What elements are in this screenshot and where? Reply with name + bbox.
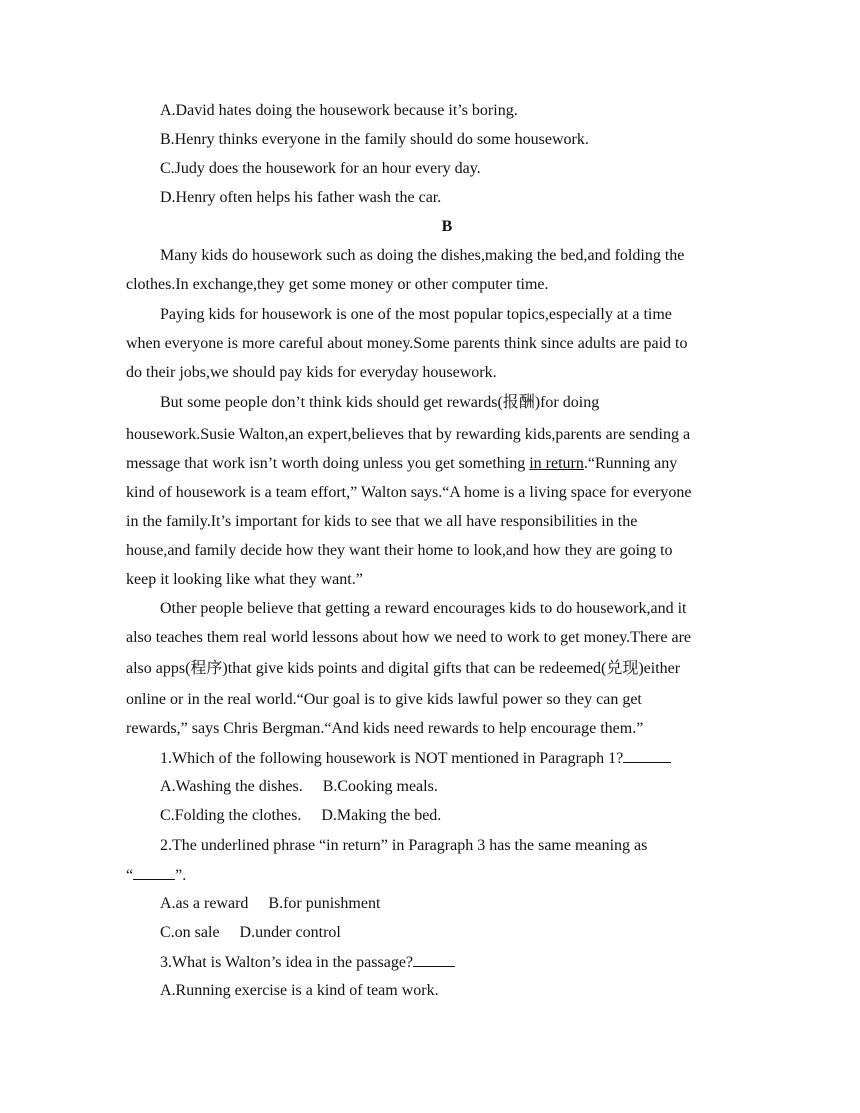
paragraph-3-line: house,and family decide how they want their home to look,and how they are going to	[126, 542, 673, 559]
underlined-phrase: in return	[529, 455, 584, 472]
question-1-options	[160, 806, 441, 826]
paragraph-3-line: But some people don’t think kids should get rewards(报酬)for doing	[160, 394, 600, 411]
question-2-stem: 2.The underlined phrase “in return” in Paragraph 3 has the same meaning as	[160, 837, 648, 854]
option-b: B.for punishment	[268, 895, 381, 912]
paragraph-3-line: in the family.It’s important for kids to see that we all have responsibilities in the	[126, 513, 638, 530]
prev-option-a: A.David hates doing the housework because it’s boring.	[160, 102, 518, 119]
question-3-option-a: A.Running exercise is a kind of team work.	[160, 982, 439, 999]
question-1-options	[160, 777, 438, 797]
open-quote: “	[126, 867, 134, 884]
paragraph-3-line: housework.Susie Walton,an expert,believes that by rewarding kids,parents are sending a	[126, 426, 691, 443]
option-a: A.as a reward	[160, 895, 249, 912]
option-d: D.under control	[239, 924, 341, 941]
close-quote: ”.	[175, 867, 187, 884]
question-1-stem	[160, 748, 671, 769]
paragraph-2-line: when everyone is more careful about money.Some parents think since adults are paid to	[126, 335, 688, 352]
question-text: 3.What is Walton’s idea in the passage?	[160, 954, 414, 971]
question-2-stem-cont	[126, 865, 186, 886]
answer-blank[interactable]	[413, 952, 455, 967]
option-c: C.Folding the clothes.	[160, 807, 302, 824]
question-3-stem	[160, 952, 455, 973]
question-text: 1.Which of the following housework is NOT mentioned in Paragraph 1?	[160, 750, 624, 767]
paragraph-4-line: Other people believe that getting a reward encourages kids to do housework,and it	[160, 600, 687, 617]
option-d: D.Making the bed.	[321, 807, 442, 824]
answer-blank[interactable]	[623, 748, 671, 763]
paragraph-1-line: clothes.In exchange,they get some money or other computer time.	[126, 276, 549, 293]
paragraph-3-line	[126, 454, 677, 474]
section-heading: B	[441, 218, 453, 235]
text-segment: .“Running any	[583, 455, 678, 472]
prev-option-d: D.Henry often helps his father wash the car.	[160, 189, 442, 206]
option-a: A.Washing the dishes.	[160, 778, 303, 795]
paragraph-2-line: Paying kids for housework is one of the most popular topics,especially at a time	[160, 306, 672, 323]
option-b: B.Cooking meals.	[322, 778, 438, 795]
paragraph-4-line: online or in the real world.“Our goal is to give kids lawful power so they can get	[126, 691, 642, 708]
paragraph-1-line: Many kids do housework such as doing the dishes,making the bed,and folding the	[160, 247, 685, 264]
question-2-options	[160, 894, 380, 914]
option-c: C.on sale	[160, 924, 220, 941]
paragraph-4-line: also teaches them real world lessons about how we need to work to get money.There are	[126, 629, 691, 646]
paragraph-4-line: rewards,” says Chris Bergman.“And kids need rewards to help encourage them.”	[126, 720, 644, 737]
paragraph-3-line: keep it looking like what they want.”	[126, 571, 363, 588]
paragraph-4-line: also apps(程序)that give kids points and digital gifts that can be redeemed(兑现)either	[126, 660, 681, 677]
text-segment: message that work isn’t worth doing unless you get something	[126, 455, 530, 472]
answer-blank[interactable]	[133, 865, 175, 880]
question-2-options	[160, 923, 341, 943]
paragraph-2-line: do their jobs,we should pay kids for everyday housework.	[126, 364, 497, 381]
prev-option-b: B.Henry thinks everyone in the family should do some housework.	[160, 131, 589, 148]
prev-option-c: C.Judy does the housework for an hour every day.	[160, 160, 481, 177]
paragraph-3-line: kind of housework is a team effort,” Walton says.“A home is a living space for everyone	[126, 484, 692, 501]
